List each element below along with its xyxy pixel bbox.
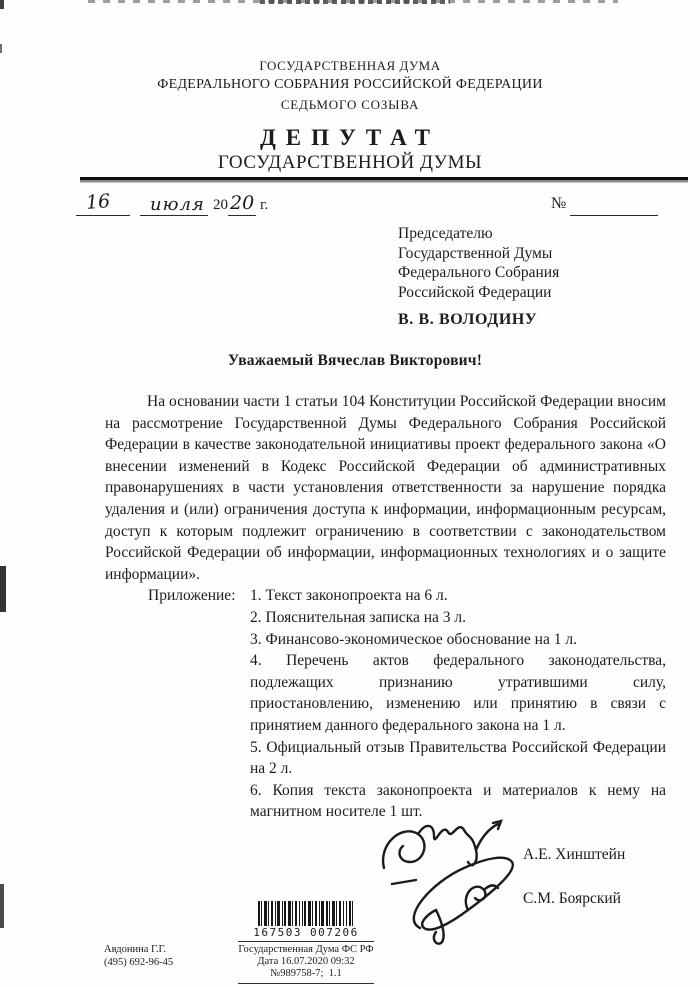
signer-name-khinshtein: А.Е. Хинштейн (523, 846, 626, 863)
date-year-underline (228, 215, 256, 216)
date-year-printed: 20 (213, 197, 228, 213)
addressee-line: Федерального Собрания (398, 264, 560, 281)
stamp-number: №989758-7; 1.1 (270, 968, 342, 979)
letterhead-org-line1: ГОСУДАРСТВЕННАЯ ДУМА (259, 58, 441, 73)
attachment-item: 6. Копия текста законопроекта и материалов к нему на магнитном носителе 1 шт. (250, 781, 666, 821)
addressee-line: Государственной Думы (398, 244, 553, 262)
letterhead-title: ДЕПУТАТ (259, 125, 441, 150)
barcode-number: 167503 007206 (238, 926, 374, 939)
addressee-line: Российской Федерации (398, 283, 552, 301)
date-day-underline (76, 215, 130, 216)
date-year-suffix: г. (260, 197, 269, 213)
scan-artifact (0, 884, 4, 928)
addressee-name: В. В. ВОЛОДИНУ (398, 311, 538, 328)
attachment-item: 4. Перечень актов федерального законодательства, подлежащих признанию утратившими силу, приостановлению, изменению или принятию в связи с принятием данного федерального закона на 1 л. (250, 652, 666, 734)
executor-contact (104, 943, 173, 969)
attachment-item: 1. Текст законопроекта на 6 л. (250, 587, 448, 605)
attachments-block (105, 585, 666, 823)
document-number-label: № (551, 195, 567, 212)
stamp-divider-top (238, 941, 374, 942)
addressee-block (398, 224, 559, 302)
attachment-item: 5. Официальный отзыв Правительства Российской Федерации на 2 л. (250, 738, 666, 778)
letterhead-divider (80, 177, 688, 183)
stamp-org: Государственная Дума ФС РФ (238, 944, 374, 955)
handwritten-signatures (372, 810, 537, 950)
letterhead-org-line2: ФЕДЕРАЛЬНОГО СОБРАНИЯ РОССИЙСКОЙ ФЕДЕРАЦИИ (157, 77, 543, 92)
date-month-handwritten: июля (150, 194, 205, 215)
salutation: Уважаемый Вячеслав Викторович! (227, 352, 483, 369)
body-paragraph: На основании части 1 статьи 104 Конституции Российской Федерации вносим на рассмотрение Государственной Думы Федерального Собрания Российской Федерации в качестве законодательной инициативы проект федерального закона «О внесении изменений в Кодекс Российской Федерации об административных правонарушениях в части установления ответственности за нарушение порядка удаления и (или) ограничения доступа к информации, информационным ресурсам, доступ к которым подлежит ограничению в соответствии с законодательством Российской Федерации об информации, информационных технологиях и о защите информации». (105, 393, 666, 583)
date-day-handwritten: 16 (85, 190, 111, 214)
letter-main-column (105, 391, 666, 823)
attachments-label: Приложение: (148, 587, 236, 605)
executor-name: Авдонина Г.Г. (104, 944, 167, 955)
letterhead-subtitle: ГОСУДАРСТВЕННОЙ ДУМЫ (217, 152, 483, 173)
addressee-line: Председателю (398, 225, 493, 242)
scan-artifact (0, 44, 2, 53)
stamp-date: Дата 16.07.2020 09:32 (257, 956, 355, 967)
executor-phone: (495) 692-96-45 (104, 957, 174, 968)
date-month-underline (140, 215, 208, 216)
document-number-underline (570, 215, 658, 216)
date-year-handwritten: 20 (230, 192, 255, 214)
attachment-item: 3. Финансово-экономическое обоснование на 1 л. (250, 630, 577, 648)
letterhead (0, 58, 700, 174)
stamp-divider-bottom (238, 983, 374, 984)
scan-artifact (0, 566, 6, 612)
signer-name-boyarsky: С.М. Боярский (523, 890, 621, 907)
scan-artifact (260, 0, 450, 4)
attachments-list (250, 585, 666, 823)
letterhead-org-line3: СЕДЬМОГО СОЗЫВА (280, 97, 420, 112)
scan-artifact (0, 0, 4, 9)
registration-stamp (238, 901, 374, 984)
attachment-item: 2. Пояснительная записка на 3 л. (250, 608, 466, 626)
